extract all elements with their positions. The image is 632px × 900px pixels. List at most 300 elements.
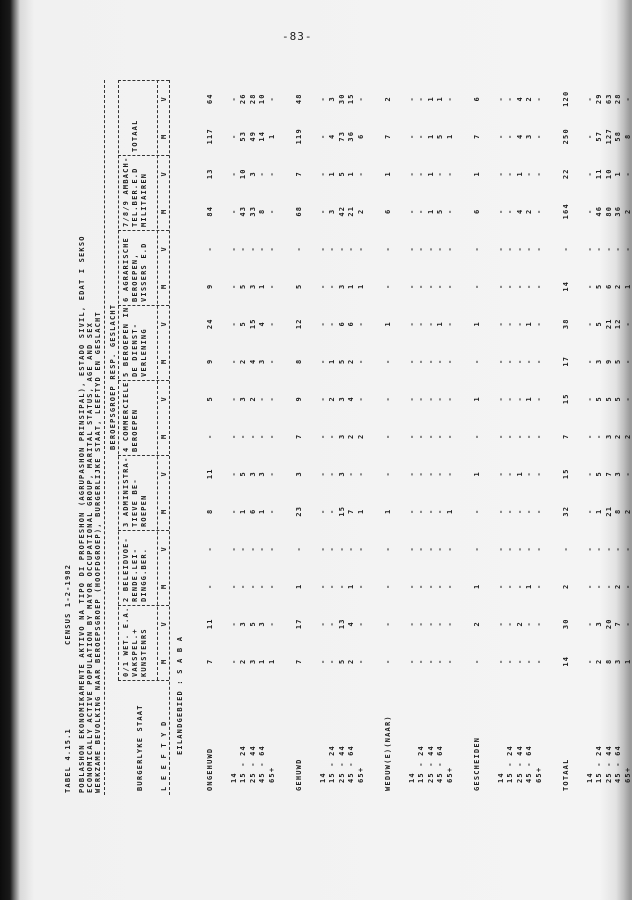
rule [104, 80, 105, 795]
table-cell: - [586, 508, 594, 514]
table-cell: - [319, 321, 327, 327]
table-cell: 29 [595, 93, 604, 105]
table-cell: - [267, 433, 276, 439]
table-cell: - [230, 658, 238, 664]
table-cell: 4 [347, 621, 356, 627]
table-cell: 3 [614, 658, 623, 664]
table-cell: - [586, 471, 594, 477]
age-label: 45 - 64 [258, 745, 267, 783]
table-cell: - [497, 133, 505, 139]
table-cell: - [408, 133, 416, 139]
table-cell: - [515, 283, 524, 289]
table-cell: - [417, 96, 426, 102]
table-cell: 10 [604, 168, 613, 180]
table-cell: 2 [239, 358, 248, 364]
section-total-cell: - [384, 658, 392, 664]
table-cell: - [534, 546, 543, 552]
table-cell: - [445, 321, 454, 327]
table-cell: - [230, 471, 238, 477]
table-cell: - [417, 171, 426, 177]
table-cell: 3 [595, 358, 604, 364]
sex-label: M [160, 358, 168, 364]
table-cell: 3 [337, 433, 346, 439]
table-cell: 2 [623, 433, 632, 439]
table-cell: 73 [337, 130, 346, 142]
section-total-cell: 13 [206, 168, 214, 180]
table-cell: 11 [595, 168, 604, 180]
table-cell: - [230, 396, 238, 402]
table-cell: - [408, 321, 416, 327]
table-cell: 5 [604, 396, 613, 402]
table-cell: 3 [258, 358, 267, 364]
table-cell: - [328, 433, 337, 439]
age-label: 25 - 44 [248, 745, 257, 783]
age-label: 65+ [356, 766, 365, 783]
table-cell: 1 [267, 133, 276, 139]
page-number: -83- [282, 30, 313, 43]
table-cell: - [623, 358, 632, 364]
table-cell: - [426, 583, 435, 589]
table-cell: - [319, 396, 327, 402]
section-total-cell: - [384, 546, 392, 552]
table-cell: 5 [239, 321, 248, 327]
table-cell: 7 [604, 471, 613, 477]
table-cell: 1 [356, 508, 365, 514]
table-cell: - [586, 321, 594, 327]
group-header-6: 7/8/9 AMBACH- [122, 156, 130, 227]
section-total-cell: 1 [384, 171, 392, 177]
age-label: 14 [497, 772, 505, 783]
sex-label: V [160, 471, 168, 477]
table-cell: 1 [426, 171, 435, 177]
table-cell: 1 [623, 658, 632, 664]
table-cell: - [586, 283, 594, 289]
table-cell: 43 [239, 205, 248, 217]
table-cell: - [586, 133, 594, 139]
table-cell: 5 [239, 283, 248, 289]
table-cell: - [525, 283, 534, 289]
section-total-cell: - [473, 246, 481, 252]
section-total-cell: 17 [295, 618, 303, 630]
table-cell: - [417, 433, 426, 439]
table-cell: - [337, 246, 346, 252]
table-cell: - [319, 658, 327, 664]
table-cell: 2 [525, 96, 534, 102]
section-total-cell: - [295, 546, 303, 552]
table-cell: 1 [515, 171, 524, 177]
table-cell: - [436, 171, 445, 177]
table-cell: - [417, 208, 426, 214]
table-cell: - [515, 321, 524, 327]
table-cell: - [426, 658, 435, 664]
section-label-totaal: TOTAAL [562, 758, 570, 791]
table-cell: - [595, 546, 604, 552]
table-cell: 1 [623, 283, 632, 289]
table-cell: - [356, 171, 365, 177]
section-total-cell: - [206, 583, 214, 589]
table-cell: - [586, 546, 594, 552]
row-header-marital-status: BURGERLYKE STAAT [136, 704, 144, 791]
sex-label: V [160, 171, 168, 177]
table-cell: - [408, 621, 416, 627]
table-cell: - [586, 583, 594, 589]
group-header-3: BEROEPEN [131, 408, 139, 452]
title-line: ECONOMICALLY ACTIVE POPULATION BY MAYOR OCCUPATIONAL GROUP, MARITAL STATUS, AGE AND SEX [86, 321, 94, 793]
table-cell: - [267, 396, 276, 402]
table-cell: - [534, 396, 543, 402]
table-cell: 5 [595, 283, 604, 289]
table-cell: - [595, 246, 604, 252]
table-cell: - [515, 358, 524, 364]
table-cell: - [497, 546, 505, 552]
table-cell: 6 [337, 321, 346, 327]
table-cell: - [506, 546, 515, 552]
table-cell: 3 [595, 621, 604, 627]
table-cell: 5 [614, 358, 623, 364]
table-cell: 3 [328, 96, 337, 102]
table-cell: - [417, 583, 426, 589]
table-cell: 1 [614, 171, 623, 177]
table-cell: - [417, 546, 426, 552]
table-cell: - [230, 246, 238, 252]
table-cell: - [614, 246, 623, 252]
table-cell: 33 [248, 205, 257, 217]
table-cell: - [497, 471, 505, 477]
age-label: 45 - 64 [347, 745, 356, 783]
table-cell: - [604, 546, 613, 552]
table-cell: - [436, 471, 445, 477]
sex-label: V [160, 246, 168, 252]
table-cell: - [506, 621, 515, 627]
sex-label: V [160, 96, 168, 102]
table-cell: 1 [445, 133, 454, 139]
table-cell: - [445, 621, 454, 627]
table-cell: 4 [347, 396, 356, 402]
group-header-1: DINGG.BER. [140, 547, 148, 602]
section-total-cell: 64 [206, 93, 214, 105]
section-total-cell: 2 [473, 621, 481, 627]
table-cell: - [445, 583, 454, 589]
table-cell: - [319, 246, 327, 252]
table-cell: 1 [426, 208, 435, 214]
table-cell: 1 [426, 133, 435, 139]
table-cell: - [497, 283, 505, 289]
table-cell: - [239, 546, 248, 552]
table-cell: 2 [356, 433, 365, 439]
age-label: 15 - 24 [417, 745, 426, 783]
table-cell: - [319, 283, 327, 289]
table-cell: - [497, 246, 505, 252]
section-total-cell: 14 [562, 280, 570, 292]
table-cell: 2 [595, 658, 604, 664]
table-cell: - [525, 471, 534, 477]
section-total-cell: 23 [295, 505, 303, 517]
table-cell: - [328, 621, 337, 627]
table-cell: - [586, 621, 594, 627]
table-cell: - [426, 358, 435, 364]
table-cell: - [586, 96, 594, 102]
table-cell: - [506, 433, 515, 439]
table-cell: - [230, 321, 238, 327]
table-cell: - [445, 246, 454, 252]
table-cell: - [328, 658, 337, 664]
table-cell: - [497, 96, 505, 102]
section-total-cell: - [384, 396, 392, 402]
spanner-label: BEROEPSGROEP RESP. GESLACHT [109, 303, 117, 450]
table-cell: - [436, 283, 445, 289]
table-cell: - [506, 171, 515, 177]
table-cell: - [515, 508, 524, 514]
table-cell: 3 [328, 208, 337, 214]
table-cell: 7 [614, 621, 623, 627]
table-cell: 1 [239, 508, 248, 514]
table-cell: 6 [604, 283, 613, 289]
table-cell: 15 [248, 318, 257, 330]
table-cell: 1 [347, 583, 356, 589]
table-cell: - [417, 471, 426, 477]
table-cell: - [525, 658, 534, 664]
table-cell: - [623, 96, 632, 102]
age-label: 15 - 24 [595, 745, 604, 783]
table-cell: 5 [595, 471, 604, 477]
section-total-cell: - [384, 433, 392, 439]
group-header-0: 0/1 WET. E.A. [122, 606, 130, 677]
table-cell: - [356, 396, 365, 402]
table-cell: - [258, 546, 267, 552]
table-cell: - [356, 358, 365, 364]
table-cell: - [328, 321, 337, 327]
table-cell: - [614, 546, 623, 552]
table-cell: - [408, 471, 416, 477]
table-cell: - [408, 508, 416, 514]
table-cell: - [417, 621, 426, 627]
table-cell: - [230, 283, 238, 289]
table-cell: - [319, 171, 327, 177]
age-label: 25 - 44 [337, 745, 346, 783]
table-cell: 21 [347, 205, 356, 217]
table-cell: - [319, 508, 327, 514]
table-cell: - [267, 208, 276, 214]
table-cell: - [515, 658, 524, 664]
table-cell: - [426, 546, 435, 552]
table-cell: 2 [515, 621, 524, 627]
table-cell: - [497, 508, 505, 514]
age-label: 14 [586, 772, 594, 783]
sex-label: M [160, 208, 168, 214]
table-cell: - [319, 433, 327, 439]
table-cell: 8 [258, 208, 267, 214]
table-cell: - [515, 546, 524, 552]
group-header-3: 4 COMMERCIELE [122, 381, 130, 452]
section-total-cell: - [206, 246, 214, 252]
section-total-cell: 1 [384, 508, 392, 514]
table-cell: - [328, 508, 337, 514]
table-cell: 15 [337, 505, 346, 517]
section-total-cell: 11 [206, 468, 214, 480]
table-cell: 3 [239, 396, 248, 402]
table-cell: 5 [436, 133, 445, 139]
section-total-cell: 7 [295, 433, 303, 439]
table-cell: 21 [604, 318, 613, 330]
table-cell: - [267, 358, 276, 364]
table-cell: - [534, 358, 543, 364]
table-cell: 5 [595, 321, 604, 327]
group-header-2: ROEPEN [140, 494, 148, 527]
table-cell: - [319, 583, 327, 589]
table-cell: - [506, 321, 515, 327]
table-cell: - [267, 321, 276, 327]
table-cell: - [445, 396, 454, 402]
section-total-cell: 117 [206, 128, 214, 145]
group-header-5: BEROEPEN, [131, 253, 139, 302]
table-cell: - [506, 583, 515, 589]
table-cell: - [506, 246, 515, 252]
table-cell: 3 [248, 471, 257, 477]
section-total-cell: - [384, 283, 392, 289]
table-cell: - [525, 621, 534, 627]
table-cell: - [248, 246, 257, 252]
table-cell: - [534, 283, 543, 289]
table-cell: - [525, 171, 534, 177]
table-cell: - [604, 246, 613, 252]
table-cell: 58 [614, 130, 623, 142]
table-cell: 20 [604, 618, 613, 630]
table-cell: 2 [614, 283, 623, 289]
section-total-cell: 30 [562, 618, 570, 630]
section-total-cell: - [473, 283, 481, 289]
table-cell: 3 [604, 433, 613, 439]
section-label-ongehuwd: ONGEHUWD [206, 747, 214, 791]
table-cell: - [408, 96, 416, 102]
section-total-cell: 17 [562, 355, 570, 367]
sex-label: M [160, 508, 168, 514]
section-total-cell: 7 [473, 133, 481, 139]
table-cell: - [497, 658, 505, 664]
table-cell: 4 [328, 133, 337, 139]
table-cell: 2 [248, 396, 257, 402]
table-cell: - [436, 621, 445, 627]
table-cell: - [515, 433, 524, 439]
section-total-cell: 5 [206, 396, 214, 402]
table-cell: - [267, 96, 276, 102]
table-cell: - [417, 396, 426, 402]
section-total-cell: 9 [206, 358, 214, 364]
table-cell: - [230, 621, 238, 627]
table-cell: 5 [337, 171, 346, 177]
table-cell: - [356, 621, 365, 627]
table-cell: 7 [347, 508, 356, 514]
table-cell: 5 [614, 396, 623, 402]
table-cell: - [319, 621, 327, 627]
section-total-cell: 14 [562, 655, 570, 667]
table-cell: 10 [258, 93, 267, 105]
table-cell: - [623, 321, 632, 327]
sex-label: V [160, 546, 168, 552]
table-cell: - [445, 358, 454, 364]
table-cell: 14 [258, 130, 267, 142]
table-cell: - [506, 96, 515, 102]
section-total-cell: 119 [295, 128, 303, 145]
table-cell: 10 [239, 168, 248, 180]
table-cell: - [230, 546, 238, 552]
table-cell: - [408, 658, 416, 664]
group-header-2: 3 ADMINISTRA- [122, 456, 130, 527]
section-total-cell: 164 [562, 203, 570, 220]
section-total-cell: 8 [295, 358, 303, 364]
age-label: 65+ [267, 766, 276, 783]
age-label: 25 - 44 [426, 745, 435, 783]
table-cell: - [408, 583, 416, 589]
table-cell: 1 [515, 471, 524, 477]
table-cell: - [623, 546, 632, 552]
table-cell: 1 [426, 96, 435, 102]
table-cell: - [445, 171, 454, 177]
table-cell: - [436, 433, 445, 439]
table-cell: - [417, 508, 426, 514]
section-total-cell: 7 [295, 658, 303, 664]
group-header-4: DE DIENST- [131, 322, 139, 377]
group-header-1: 2 BELEIDVOE- [122, 537, 130, 602]
section-total-cell: 48 [295, 93, 303, 105]
table-cell: 2 [623, 208, 632, 214]
table-cell: 8 [623, 133, 632, 139]
group-header-6: MILITAIREN [140, 172, 148, 227]
table-cell: 5 [436, 208, 445, 214]
table-cell: - [248, 546, 257, 552]
section-total-cell: 6 [384, 208, 392, 214]
table-cell: 28 [614, 93, 623, 105]
table-cell: - [623, 396, 632, 402]
section-total-cell: - [384, 358, 392, 364]
table-cell: - [426, 321, 435, 327]
table-cell: 12 [614, 318, 623, 330]
sex-label: M [160, 658, 168, 664]
table-cell: - [515, 246, 524, 252]
section-total-cell: 7 [206, 658, 214, 664]
table-cell: - [230, 133, 238, 139]
table-cell: - [623, 171, 632, 177]
table-cell: - [328, 583, 337, 589]
section-total-cell: 3 [295, 471, 303, 477]
table-cell: - [426, 621, 435, 627]
group-header-4: 5 BEROEPEN IN [122, 306, 130, 377]
section-total-cell: 11 [206, 618, 214, 630]
section-total-cell: - [562, 246, 570, 252]
table-cell: 1 [436, 321, 445, 327]
table-cell: 2 [525, 208, 534, 214]
age-label: 45 - 64 [525, 745, 534, 783]
table-cell: - [534, 208, 543, 214]
table-cell: - [586, 396, 594, 402]
section-total-cell: 1 [473, 583, 481, 589]
table-cell: - [230, 433, 238, 439]
table-cell: 1 [356, 283, 365, 289]
table-cell: 2 [239, 658, 248, 664]
age-label: 65+ [623, 766, 632, 783]
table-cell: - [267, 583, 276, 589]
table-cell: - [347, 471, 356, 477]
table-cell: - [506, 508, 515, 514]
table-cell: 6 [248, 508, 257, 514]
census-label: CENSUS 1-2-1982 [64, 563, 72, 645]
table-cell: - [623, 621, 632, 627]
section-total-cell: - [384, 471, 392, 477]
age-label: 65+ [445, 766, 454, 783]
table-cell: - [417, 246, 426, 252]
sex-label: V [160, 321, 168, 327]
table-cell: - [239, 433, 248, 439]
table-cell: - [525, 508, 534, 514]
